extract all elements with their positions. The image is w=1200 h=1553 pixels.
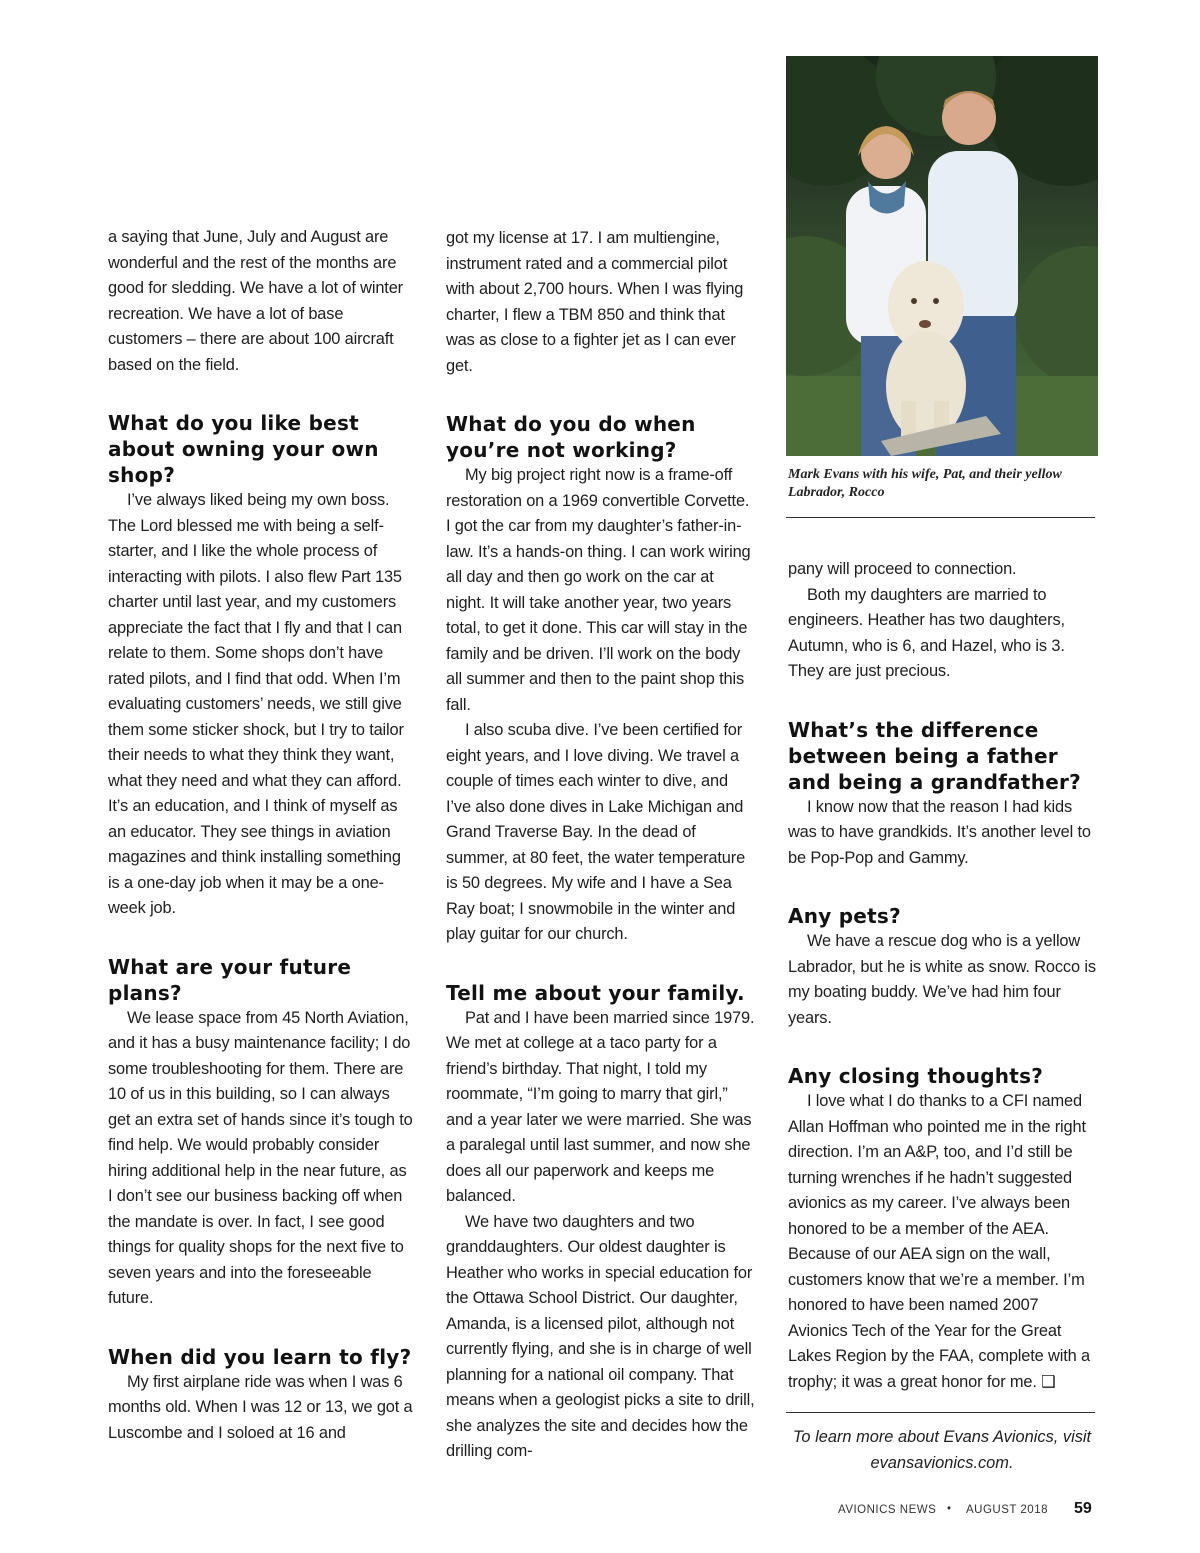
learn-more-divider [786, 1412, 1095, 1413]
question-heading-future-plans: What are your future plans? [108, 954, 352, 1005]
answer-father-grandfather: I know now that the reason I had kids was to have grandkids. It’s another level to be Pop-Pop and Gammy. [788, 797, 1091, 867]
paragraph-continued-col3: pany will proceed to connection. [788, 560, 1017, 578]
answer-family-marriage: Pat and I have been married since 1979. We met at college at a taco party for a friend’s birthday. That night, I told my roommate, “I’m going to marry that girl,” and a year later we were married. She was a paralegal until last summer, and now she does all our paperwork and keeps me balanced. [446, 1008, 755, 1205]
answer-pets: We have a rescue dog who is a yellow Labrador, but he is white as snow. Rocco is my boating buddy. We’ve had him four years. [788, 932, 1096, 1027]
question-heading-family: Tell me about your family. [446, 980, 745, 1005]
question-heading-father-grandfather: What’s the difference between being a father and being a grandfather? [788, 717, 1081, 794]
family-photo-illustration [786, 56, 1098, 456]
question-heading-learn-to-fly: When did you learn to fly? [108, 1344, 412, 1369]
question-heading-not-working: What do you do when you’re not working? [446, 412, 696, 462]
page-number: 59 [1074, 1500, 1092, 1517]
footer-date: AUGUST 2018 [966, 1504, 1048, 1516]
caption-divider [786, 517, 1095, 518]
question-heading-closing-thoughts: Any closing thoughts? [788, 1064, 1044, 1088]
answer-learn-to-fly: My first airplane ride was when I was 6 months old. When I was 12 or 13, we got a Luscombe and I soloed at 16 and [108, 1372, 413, 1442]
paragraph-intro-col2: got my license at 17. I am multiengine, instrument rated and a commercial pilot with about 2,700 hours. When I was flying charter, I flew a TBM 850 and think that was as close to a fighter jet as I can ever get. [446, 229, 744, 375]
footer-publication: AVIONICS NEWS [838, 1504, 937, 1516]
answer-family-daughters: We have two daughters and two granddaughters. Our oldest daughter is Heather who works in special education for the Ottawa School District. Our daughter, Amanda, is a licensed pilot, although not currently flying, and she is in charge of well planning for a national oil company. That means when a geologist picks a site to drill, she analyzes the site and decides how the drilling com- [446, 1212, 755, 1460]
column-1 [108, 225, 413, 1446]
footer-separator: • [947, 1503, 952, 1515]
question-heading-pets: Any pets? [788, 904, 901, 928]
column-3 [788, 557, 1100, 1395]
paragraph-intro-col1: a saying that June, July and August are wonderful and the rest of the months are good for sledding. We have a lot of winter recreation. We have a lot of base customers – there are about 100 aircraft based on the field. [108, 228, 403, 374]
page-footer [838, 1500, 1098, 1520]
column-2 [446, 226, 756, 1465]
answer-not-working-scuba: I also scuba dive. I’ve been certified for eight years, and I love diving. We travel a couple of times each winter to dive, and I’ve also done dives in Lake Michigan and Grand Traverse Bay. In the dead of summer, at 80 feet, the water temperature is 50 degrees. My wife and I have a Sea Ray boat; I snowmobile in the winter and play guitar for our church. [446, 721, 746, 943]
answer-closing-thoughts: I love what I do thanks to a CFI named Allan Hoffman who pointed me in the right direction. I’m an A&P, too, and I’d still be turning wrenches if he hadn’t suggested avionics as my career. I’ve always been honored to be a member of the AEA. Because of our AEA sign on the wall, customers know that we’re a member. I’m honored to have been named 2007 Avionics Tech of the Year for the Great Lakes Region by the FAA, complete with a trophy; it was a great honor for me. ❑ [788, 1092, 1090, 1391]
family-photo [786, 56, 1098, 456]
answer-not-working-corvette: My big project right now is a frame-off restoration on a 1969 convertible Corvette. I got the car from my daughter’s father-in-law. It’s a hands-on thing. I can work wiring all day and then go work on the car at night. It will take another year, two years total, to get it done. This car will stay in the family and be driven. I’ll work on the body all summer and then to the paint shop this fall. [446, 466, 751, 714]
answer-future-plans: We lease space from 45 North Aviation, and it has a busy maintenance facility; I do some troubleshooting for them. There are 10 of us in this building, so I can always get an extra set of hands since it’s tough to find help. We would probably consider hiring additional help in the near future, as I don’t see our business backing off when the mandate is over. In fact, I see good things for quality shops for the next five to seven years and into the foreseeable future. [108, 1008, 413, 1307]
answer-best-part: I’ve always liked being my own boss. The Lord blessed me with being a self-starter, and I like the whole process of interacting with pilots. I also flew Part 135 charter until last year, and my customers appreciate the fact that I fly and that I can relate to them. Some shops don’t have rated pilots, and I find that odd. When I’m evaluating customers’ needs, we still give them some sticker shock, but I try to tailor their needs to what they think they want, what they need and what they can afford. It’s an education, and I think of myself as an educator. They see things in aviation magazines and think installing something is a one-day job when it may be a one-week job. [108, 491, 404, 917]
learn-more-note: To learn more about Evans Avionics, visit evansavionics.com. [792, 1428, 1092, 1472]
photo-caption: Mark Evans with his wife, Pat, and their yellow Labrador, Rocco [788, 467, 1062, 500]
question-heading-best-part: What do you like best about owning your own shop? [108, 411, 379, 487]
answer-family-grandchildren: Both my daughters are married to engineers. Heather has two daughters, Autumn, who is 6, and Hazel, who is 3. They are just precious. [788, 585, 1065, 680]
